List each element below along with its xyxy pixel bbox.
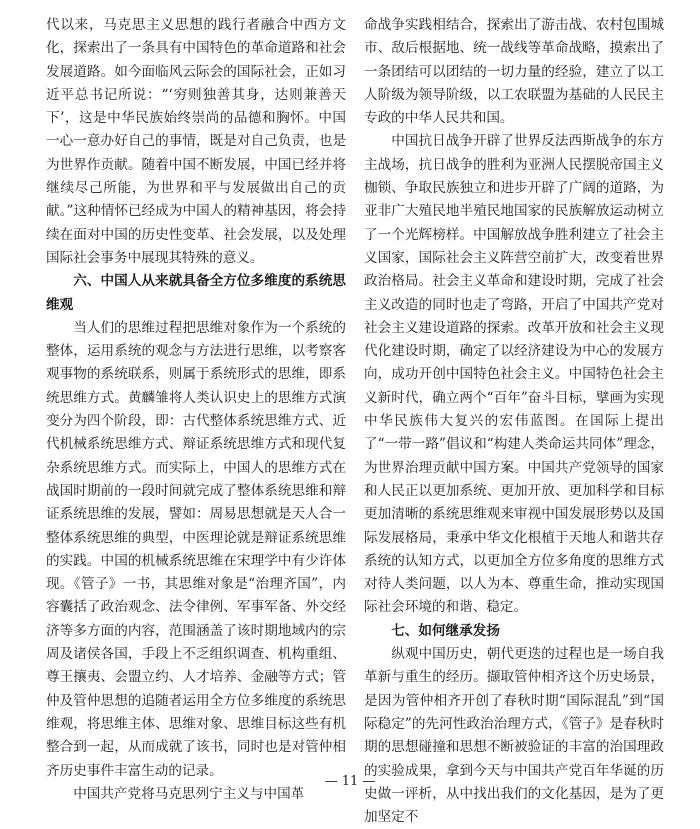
body-paragraph: 中国共产党将马克思列宁主义与中国革 [73,785,305,802]
section-heading: 六、中国人从来就具备全方位多维度的系统思维观 [46,273,346,313]
body-paragraph: 命战争实践相结合，探索出了游击战、农村包围城市、敌后根据地、统一战线等革命战略，摸索出了一条团结可以团结的一切力量的经验，建立了以工人阶级为领导阶级，以工农联盟为基础的人民民主专政的中华人民共和国。 [364,17,664,127]
body-paragraph: 代以来，马克思主义思想的践行者融合中西方文化，探索出了一条具有中国特色的革命道路和社会发展道路。如今面临风云际会的国际社会，正如习近平总书记所说：“‘穷则独善其身，达则兼善天下’，这是中华民族始终崇尚的品德和胸怀。中国一心一意办好自己的事情，既是对自己负责，也是为世界作贡献。随着中国不断发展，中国已经并将继续尽己所能，为世界和平与发展做出自己的贡献。”这种情怀已经成为中国人的精神基因，将会持续在面对中国的历史性变革、社会发展，以及处理国际社会事务中展现其特殊的意义。 [46,17,346,266]
page-number: — 11 — [324,774,376,789]
section-heading: 七、如何继承发扬 [391,622,500,639]
body-paragraph: 当人们的思维过程把思维对象作为一个系统的整体，运用系统的观念与方法进行思维，以考察客观事物的系统联系，则属于系统形式的思维，即系统思维方式。黄麟雏将人类认识史上的思维方式演变分为四个阶段，即：古代整体系统思维方式、近代机械系统思维方式、辩证系统思维方式和现代复杂系统思维方式。而实际上，中国人的思维方式在战国时期前的一段时间就完成了整体系统思维和辩证系统思维的发展，譬如：周易思想就是天人合一整体系统思维的典型，中医理论就是辩证系统思维的实践。中国的机械系统思维在宋理学中有少许体现。《管子》一书，其思维对象是“治理齐国”，内容囊括了政治观念、法令律例、军事军备、外交经济等多方面的内容，范围涵盖了该时期地域内的宗周及诸侯各国，手段上不乏组织调查、机构重组、尊王攘夷、会盟立约、人才培养、金融等方式；管仲及管仲思想的追随者运用全方位多维度的系统思维观，将思维主体、思维对象、思维目标这些有机整合到一起，从而成就了该书，同时也是对管仲相齐历史事件丰富生动的记录。 [46,319,346,779]
body-paragraph: 纵观中国历史，朝代更迭的过程也是一场自我革新与重生的经历。撷取管仲相齐这个历史场景，是因为管仲相齐开创了春秋时期“国际混乱”到“国际稳定”的先河性政治治理方式，《管子》是春秋时期的思想碰撞和思想不断被验证的丰富的治国理政的实验成果，拿到今天与中国共产党百年华诞的历史做一评析，从中找出我们的文化基因，是为了更加坚定不 [364,646,664,826]
body-paragraph: 中国抗日战争开辟了世界反法西斯战争的东方主战场，抗日战争的胜利为亚洲人民摆脱帝国主义枷锁、争取民族独立和进步开辟了广阔的道路，为亚非广大殖民地半殖民地国家的民族解放运动树立了一个光辉榜样。中国解放战争胜利建立了社会主义国家，国际社会主义阵营空前扩大，改变着世界政治格局。社会主义革命和建设时期，完成了社会主义改造的同时也走了弯路，开启了中国共产党对社会主义建设道路的探索。改革开放和社会主义现代化建设时期，确定了以经济建设为中心的发展方向，成功开创中国特色社会主义。中国特色社会主义新时代，确立两个“百年”奋斗目标，擘画为实现中华民族伟大复兴的宏伟蓝图。在国际上提出了“一带一路”倡议和“构建人类命运共同体”理念，为世界治理贡献中国方案。中国共产党领导的国家和人民正以更加系统、更加开放、更加科学和目标更加清晰的系统思维观来审视中国发展形势以及国际发展格局，秉承中华文化根植于天地人和谐共存系统的认知方式，以更加全方位多角度的思维方式对待人类问题，以人为本、尊重生命，推动实现国际社会环境的和谐、稳定。 [364,133,664,616]
left-column [46,14,346,806]
right-column [364,14,664,829]
